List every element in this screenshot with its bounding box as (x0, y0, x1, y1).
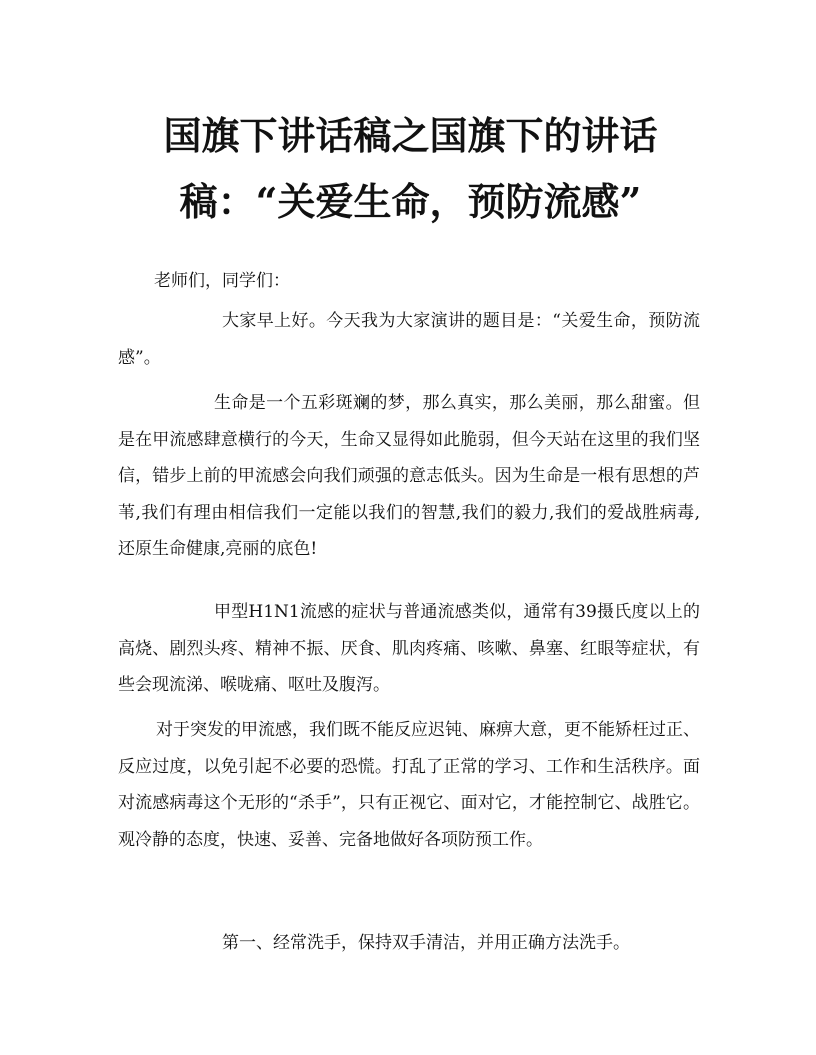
response-paragraph: 对于突发的甲流感，我们既不能反应迟钝、麻痹大意，更不能矫枉过正、反应过度，以免引起不必要的恐慌。打乱了正常的学习、工作和生活秩序。面对流感病毒这个无形的“杀手”，只有正视它、面对它，才能控制它、战胜它。观冷静的态度，快速、妥善、完备地做好各项防预工作。 (118, 720, 700, 850)
document-title: 国旗下讲话稿之国旗下的讲话稿：“关爱生命，预防流感” (163, 113, 658, 224)
life-paragraph: 生命是一个五彩斑斓的梦，那么真实，那么美丽，那么甜蜜。但是在甲流感肆意横行的今天，生命又显得如此脆弱，但今天站在这里的我们坚信，错步上前的甲流感会向我们顽强的意志低头。因为生命是一根有思想的芦苇,我们有理由相信我们一定能以我们的智慧,我们的毅力,我们的爱战胜病毒,还原生命健康,亮丽的底色! (118, 393, 700, 559)
first-measure-paragraph: 第一、经常洗手，保持双手清洁，并用正确方法洗手。 (222, 933, 630, 953)
opening-paragraph: 大家早上好。今天我为大家演讲的题目是：“关爱生命，预防流感”。 (118, 311, 700, 368)
symptoms-paragraph: 甲型H1N1流感的症状与普通流感类似，通常有39摄氏度以上的高烧、剧烈头疼、精神不振、厌食、肌肉疼痛、咳嗽、鼻塞、红眼等症状，有些会现流涕、喉咙痛、呕吐及腹泻。 (118, 602, 700, 695)
greeting-paragraph: 老师们，同学们： (154, 271, 290, 291)
